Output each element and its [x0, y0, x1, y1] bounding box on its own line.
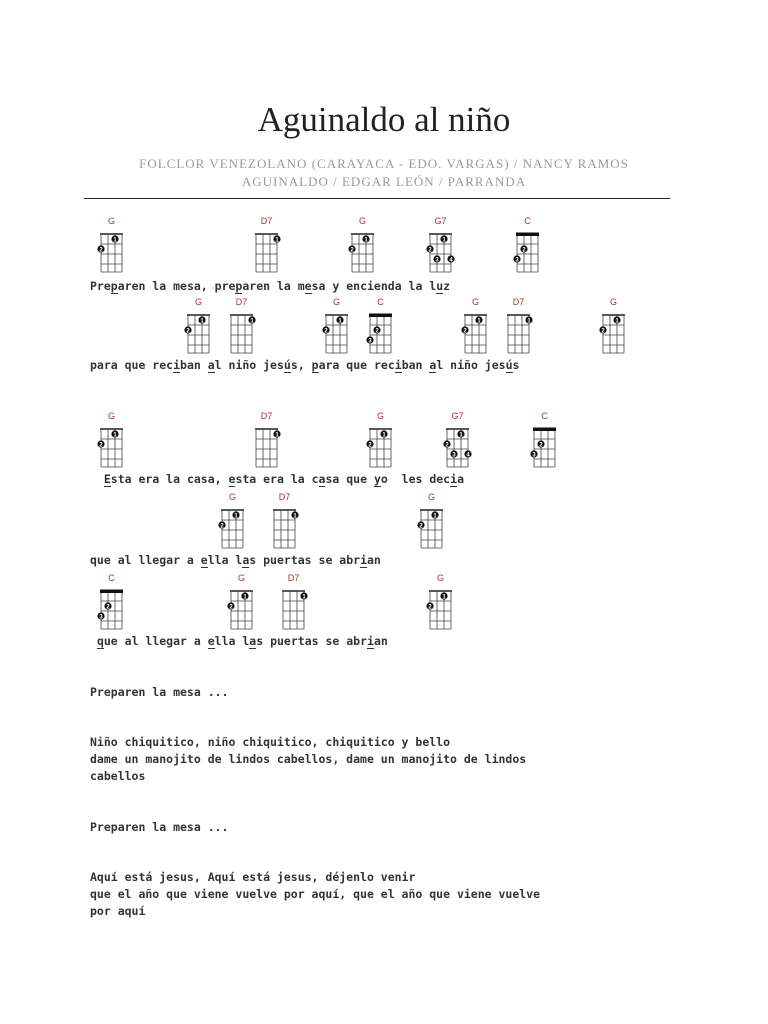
chord-diagram — [500, 295, 540, 355]
lyric-line-7: Niño chiquitico, niño chiquitico, chiquitico y bello — [90, 735, 451, 749]
underlined-syllable: i — [394, 358, 402, 372]
underlined-syllable: i — [450, 472, 458, 486]
lyric-text: s — [512, 358, 520, 372]
lyric-line-10: Preparen la mesa ... — [90, 820, 229, 834]
underlined-syllable: y — [373, 472, 381, 486]
finger-number: 1 — [364, 237, 368, 244]
chord-svg — [93, 214, 133, 274]
chord-diagram — [439, 409, 479, 469]
finger-number: 1 — [302, 594, 306, 601]
lyric-text: lla l — [207, 553, 243, 567]
underlined-syllable: a — [429, 358, 437, 372]
underlined-syllable: i — [173, 358, 181, 372]
finger-number: 4 — [449, 257, 453, 264]
lyric-text: an — [373, 634, 388, 648]
underlined-syllable: a — [249, 634, 257, 648]
lyric-text: que al llegar a — [90, 553, 201, 567]
chord-name: D7 — [278, 492, 291, 502]
chord-diagram — [362, 409, 402, 469]
lyric-line-3 — [90, 471, 464, 488]
lyric-text: s puertas se abr — [249, 553, 361, 567]
finger-number: 2 — [463, 328, 467, 335]
lyric-line-4 — [90, 552, 381, 569]
chord-name: D7 — [512, 297, 525, 307]
underlined-syllable: e — [228, 472, 236, 486]
chord-svg — [500, 295, 540, 355]
lyric-text — [90, 472, 104, 486]
finger-number: 2 — [445, 442, 449, 449]
subtitle-line-2: AGUINALDO / EDGAR LEÓN / PARRANDA — [241, 174, 527, 189]
underlined-syllable: q — [96, 634, 104, 648]
finger-number: 3 — [532, 452, 536, 459]
chord-barre — [516, 233, 539, 237]
lyric-text: ban — [401, 358, 430, 372]
chord-name: D7 — [260, 411, 273, 421]
underlined-syllable: p — [110, 279, 118, 293]
chord-name: G — [107, 411, 116, 421]
lyric-text: sta era la c — [235, 472, 319, 486]
lyric-line-6: Preparen la mesa ... — [90, 685, 229, 699]
chord-svg — [362, 409, 402, 469]
finger-number: 2 — [186, 328, 190, 335]
chord-name: G7 — [434, 216, 447, 226]
chord-diagram — [223, 571, 263, 631]
chord-name: D7 — [260, 216, 273, 226]
underlined-syllable: p — [311, 358, 319, 372]
finger-number: 1 — [433, 513, 437, 520]
finger-number: 3 — [435, 257, 439, 264]
chord-name: G — [427, 492, 436, 502]
chord-diagram — [344, 214, 384, 274]
lyric-text: l niño jes — [436, 358, 506, 372]
finger-number: 2 — [324, 328, 328, 335]
lyric-text: aren la m — [242, 279, 305, 293]
chord-diagram — [362, 295, 402, 355]
chord-barre — [369, 314, 392, 318]
lyric-text: sa que — [325, 472, 374, 486]
finger-number: 1 — [250, 318, 254, 325]
finger-number: 1 — [293, 513, 297, 520]
chord-svg — [362, 295, 402, 355]
underlined-syllable: i — [367, 634, 374, 648]
chord-name: G — [194, 297, 203, 307]
finger-number: 1 — [615, 318, 619, 325]
finger-number: 1 — [113, 432, 117, 439]
finger-number: 1 — [442, 237, 446, 244]
underlined-syllable: e — [200, 553, 208, 567]
lyric-text: an — [367, 553, 381, 567]
chord-name: C — [108, 573, 115, 583]
finger-number: 2 — [229, 604, 233, 611]
chord-diagram — [422, 214, 462, 274]
lyric-text: ara que rec — [318, 358, 395, 372]
lyric-text — [90, 634, 97, 648]
lyric-text: l niño jes — [214, 358, 284, 372]
chord-name: G — [471, 297, 480, 307]
chord-diagram — [422, 571, 462, 631]
finger-number: 3 — [515, 257, 519, 264]
chord-barre — [100, 590, 123, 594]
lyric-line-1 — [90, 278, 450, 295]
chord-name: G — [436, 573, 445, 583]
chord-name: G — [609, 297, 618, 307]
lyric-text: lla l — [214, 634, 250, 648]
lyric-line-11: Aquí está jesus, Aquí está jesus, déjenlo venir — [90, 870, 416, 884]
chord-svg — [275, 571, 315, 631]
lyric-text: s, — [290, 358, 312, 372]
lyric-line-8: dame un manojito de lindos cabellos, dame un manojito de lindos — [90, 752, 527, 766]
chord-diagram — [214, 490, 254, 550]
underlined-syllable: e — [304, 279, 312, 293]
chord-svg — [422, 571, 462, 631]
underlined-syllable: a — [207, 358, 215, 372]
chord-svg — [439, 409, 479, 469]
chord-diagram — [413, 490, 453, 550]
chord-diagram — [275, 571, 315, 631]
finger-number: 1 — [243, 594, 247, 601]
chord-diagram — [93, 214, 133, 274]
finger-number: 2 — [428, 247, 432, 254]
chord-diagram — [509, 214, 549, 274]
finger-number: 2 — [220, 523, 224, 530]
lyric-text: sa y encienda la l — [311, 279, 437, 293]
chord-svg — [457, 295, 497, 355]
chord-diagram — [223, 295, 263, 355]
lyric-text: sta era la casa, — [110, 472, 229, 486]
chord-diagram — [248, 409, 288, 469]
chord-svg — [93, 571, 133, 631]
finger-number: 1 — [459, 432, 463, 439]
finger-number: 2 — [419, 523, 423, 530]
lyric-text: o les dec — [380, 472, 451, 486]
finger-number: 3 — [99, 614, 103, 621]
finger-number: 2 — [106, 604, 110, 611]
underlined-syllable: ú — [283, 358, 291, 372]
chord-name: G — [332, 297, 341, 307]
underlined-syllable: ú — [505, 358, 513, 372]
chord-svg — [93, 409, 133, 469]
chord-diagram — [180, 295, 220, 355]
finger-number: 1 — [113, 237, 117, 244]
chord-name: D7 — [235, 297, 248, 307]
chord-svg — [266, 490, 306, 550]
underlined-syllable: a — [242, 553, 250, 567]
chord-diagram — [248, 214, 288, 274]
chord-diagram — [93, 571, 133, 631]
song-title: Aguinaldo al niño — [257, 100, 511, 139]
finger-number: 2 — [539, 442, 543, 449]
finger-number: 3 — [452, 452, 456, 459]
finger-number: 2 — [99, 442, 103, 449]
underlined-syllable: a — [318, 472, 326, 486]
underlined-syllable: p — [235, 279, 243, 293]
chord-svg — [214, 490, 254, 550]
chord-diagram — [266, 490, 306, 550]
chord-svg — [526, 409, 566, 469]
chord-diagram — [526, 409, 566, 469]
finger-number: 1 — [527, 318, 531, 325]
underlined-syllable: e — [207, 634, 215, 648]
chord-svg — [344, 214, 384, 274]
chord-name: C — [524, 216, 531, 226]
chord-diagram — [595, 295, 635, 355]
lyric-text: ue al llegar a — [103, 634, 208, 648]
finger-number: 3 — [368, 338, 372, 345]
lyric-text: Pre — [90, 279, 111, 293]
finger-number: 2 — [368, 442, 372, 449]
lyric-text: para que rec — [90, 358, 174, 372]
finger-number: 2 — [601, 328, 605, 335]
chord-svg — [180, 295, 220, 355]
finger-number: 2 — [428, 604, 432, 611]
finger-number: 2 — [375, 328, 379, 335]
chord-svg — [595, 295, 635, 355]
finger-number: 4 — [466, 452, 470, 459]
chord-barre — [533, 428, 556, 432]
lyric-line-13: por aquí — [90, 904, 146, 918]
chord-diagram — [457, 295, 497, 355]
chord-svg — [509, 214, 549, 274]
chord-svg — [223, 295, 263, 355]
chord-diagram — [93, 409, 133, 469]
finger-number: 1 — [200, 318, 204, 325]
chord-name: G — [237, 573, 246, 583]
lyric-line-9: cabellos — [90, 769, 146, 783]
chord-name: G — [107, 216, 116, 226]
lyric-text: a — [457, 472, 464, 486]
underlined-syllable: E — [103, 472, 111, 486]
chord-name: C — [377, 297, 384, 307]
finger-number: 2 — [99, 247, 103, 254]
chord-name: C — [541, 411, 548, 421]
lyric-line-12: que el año que viene vuelve por aquí, que el año que viene vuelve — [90, 887, 541, 901]
lyric-line-2 — [90, 357, 519, 374]
finger-number: 1 — [234, 513, 238, 520]
subtitle-line-1: FOLCLOR VENEZOLANO (CARAYACA - EDO. VARGAS) / NANCY RAMOS — [139, 156, 629, 171]
lyric-text: z — [443, 279, 451, 293]
chord-name: D7 — [287, 573, 300, 583]
lyric-line-5 — [90, 633, 388, 650]
underlined-syllable: u — [436, 279, 444, 293]
chord-name: G — [358, 216, 367, 226]
finger-number: 1 — [275, 432, 279, 439]
lyric-text: s puertas se abr — [256, 634, 368, 648]
chord-svg — [248, 409, 288, 469]
chord-name: G — [376, 411, 385, 421]
chord-svg — [223, 571, 263, 631]
lyric-text: aren la mesa, pre — [117, 279, 236, 293]
finger-number: 1 — [382, 432, 386, 439]
chord-svg — [413, 490, 453, 550]
chord-svg — [248, 214, 288, 274]
chord-svg — [318, 295, 358, 355]
finger-number: 1 — [477, 318, 481, 325]
finger-number: 1 — [338, 318, 342, 325]
underlined-syllable: i — [360, 553, 367, 567]
chord-diagram — [318, 295, 358, 355]
finger-number: 1 — [275, 237, 279, 244]
finger-number: 2 — [522, 247, 526, 254]
finger-number: 1 — [442, 594, 446, 601]
chord-name: G — [228, 492, 237, 502]
chord-svg — [422, 214, 462, 274]
finger-number: 2 — [350, 247, 354, 254]
lyric-text: ban — [180, 358, 208, 372]
title-divider — [84, 198, 670, 199]
chord-name: G7 — [451, 411, 464, 421]
